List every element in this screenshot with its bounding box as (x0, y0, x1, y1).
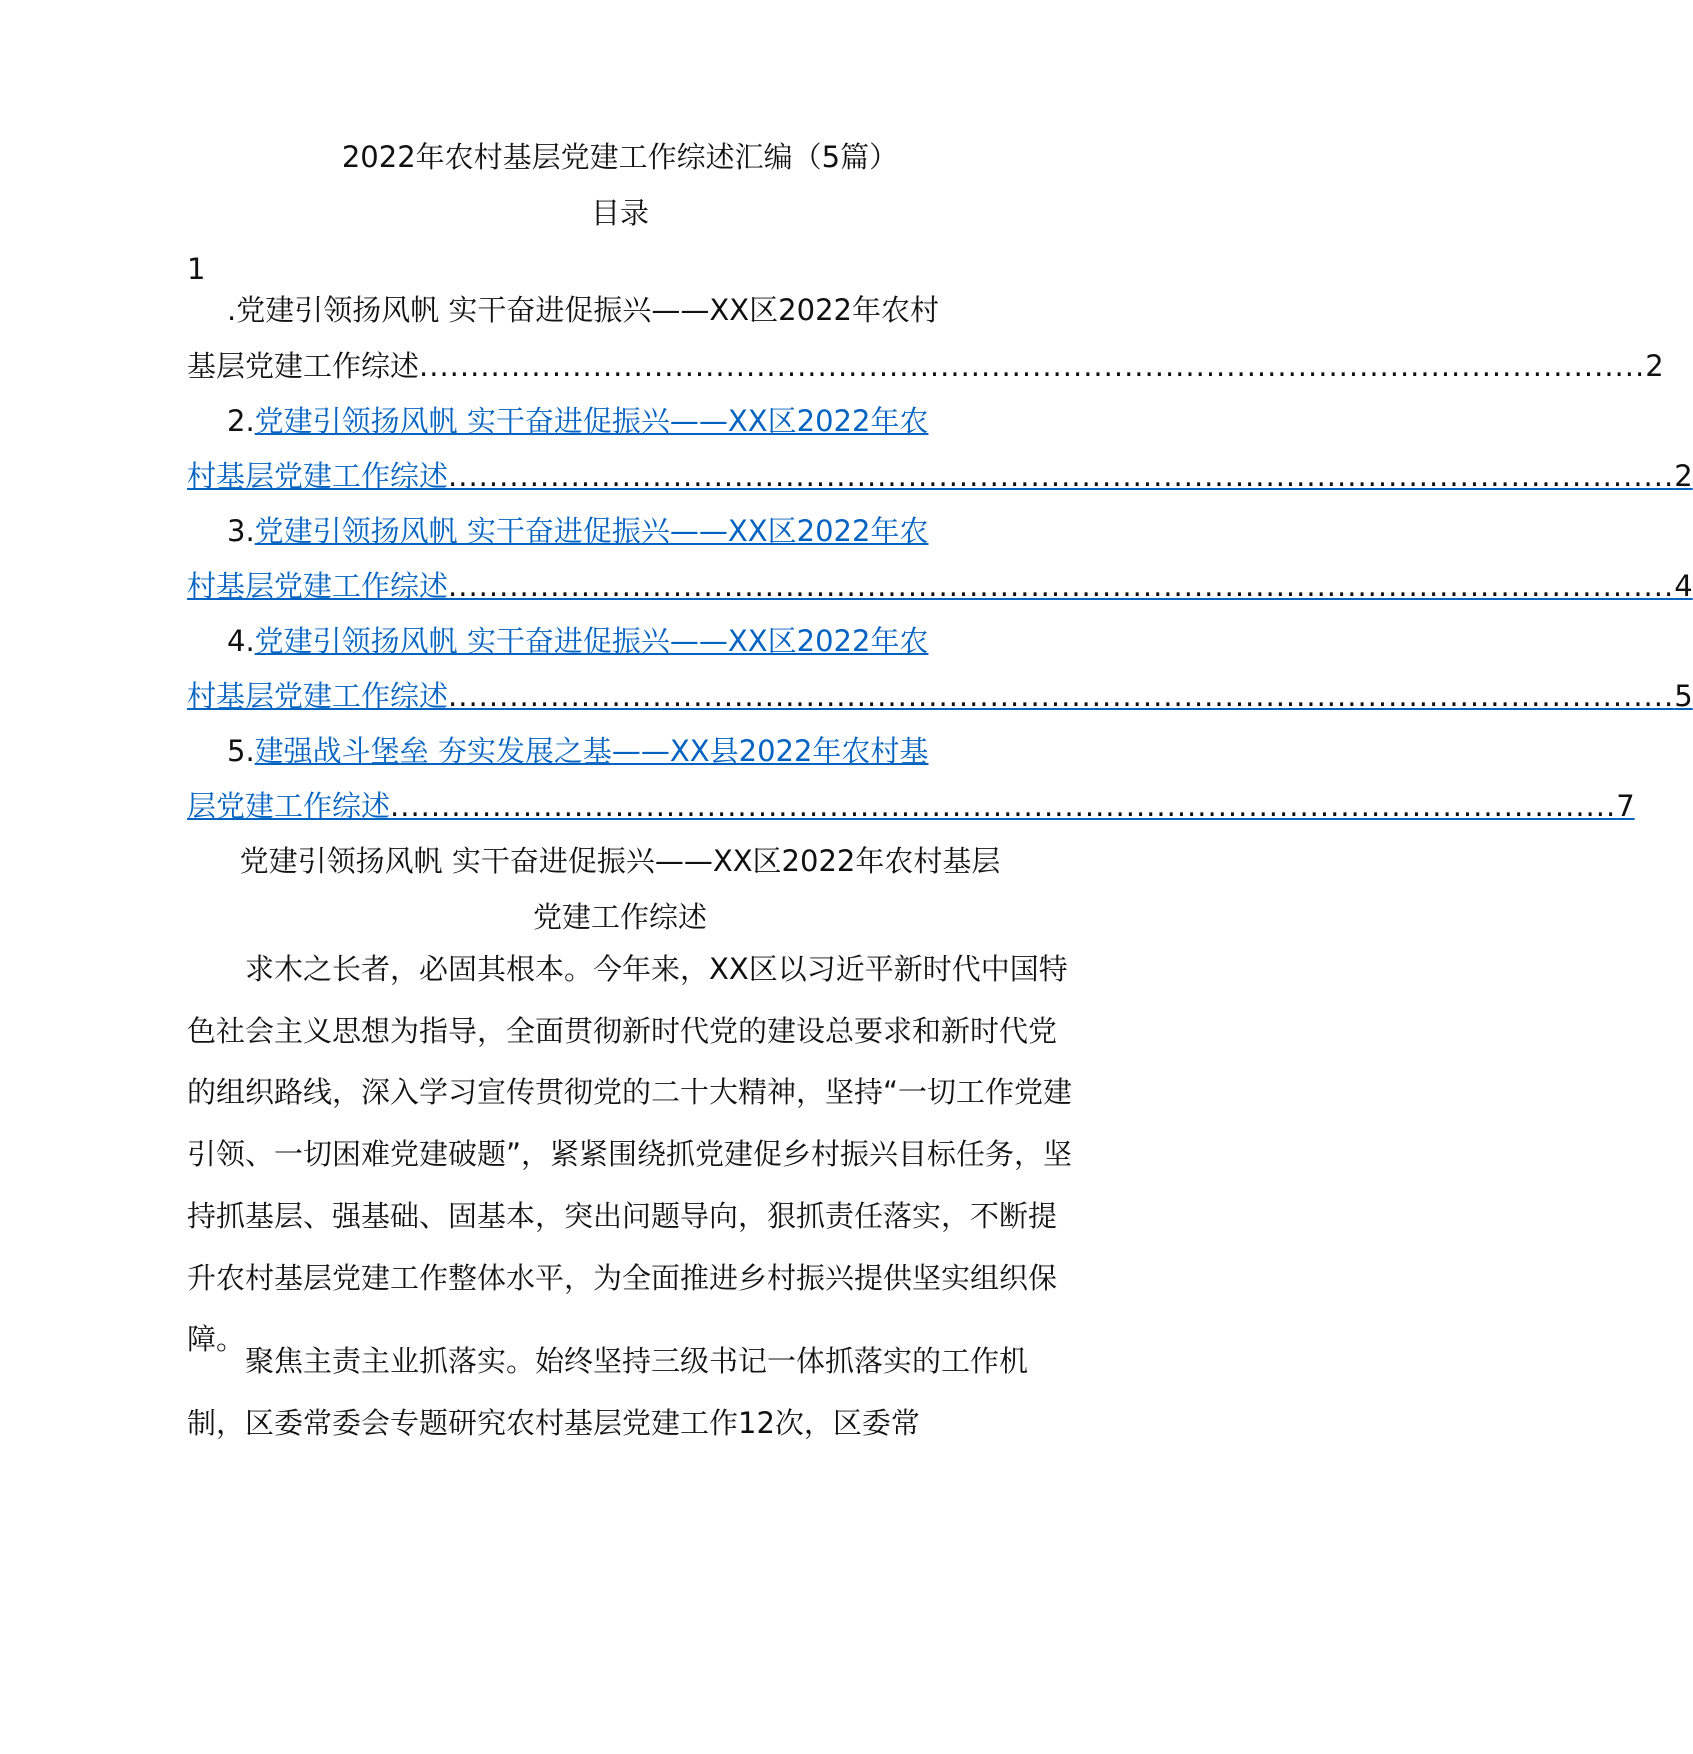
toc-entry-2[interactable] (227, 401, 928, 441)
toc-leader-dots: ........................................................................................................................ (448, 459, 1675, 493)
toc-entry-2-link[interactable]: 党建引领扬风帆 实干奋进促振兴——XX区2022年农 (254, 404, 929, 438)
toc-entry-2-number: 2. (227, 404, 255, 438)
toc-entry-3[interactable] (227, 511, 928, 551)
toc-leader-dots: ........................................................................................................................ (448, 679, 1675, 713)
toc-entry-2-title-cont: 村基层党建工作综述 (187, 459, 449, 493)
toc-leader-dots: ........................................................................................................................ (419, 349, 1646, 383)
toc-entry-3-title-cont: 村基层党建工作综述 (187, 569, 449, 603)
article-paragraph-2: 聚焦主责主业抓落实。始终坚持三级书记一体抓落实的工作机制，区委常委会专题研究农村基层党建工作12次，区委常 (187, 1344, 1029, 1440)
toc-entry-5-row[interactable] (187, 786, 1635, 826)
toc-entry-1-title[interactable]: .党建引领扬风帆 实干奋进促振兴——XX区2022年农村 (227, 293, 939, 327)
toc-entry-3-number: 3. (227, 514, 255, 548)
toc-entry-3-page: 4 (1674, 569, 1693, 603)
article-title-line2: 党建工作综述 (532, 900, 707, 934)
toc-entry-2-page: 2 (1674, 459, 1693, 493)
toc-entry-1-page: 2 (1645, 349, 1664, 383)
toc-leader-dots: ........................................................................................................................ (390, 789, 1617, 823)
toc-entry-1-row[interactable] (187, 346, 1664, 386)
toc-leader-dots: ........................................................................................................................ (448, 569, 1675, 603)
toc-entry-4-title-cont: 村基层党建工作综述 (187, 679, 449, 713)
toc-entry-3-row[interactable] (187, 566, 1693, 606)
toc-entry-4-number: 4. (227, 624, 255, 658)
toc-entry-1-number: 1 (187, 252, 206, 286)
article-title-line1: 党建引领扬风帆 实干奋进促振兴——XX区2022年农村基层 (239, 844, 1001, 878)
toc-entry-4-link[interactable]: 党建引领扬风帆 实干奋进促振兴——XX区2022年农 (254, 624, 929, 658)
toc-entry-5-title-cont: 层党建工作综述 (187, 789, 391, 823)
toc-entry-5-link[interactable]: 建强战斗堡垒 夯实发展之基——XX县2022年农村基 (254, 734, 929, 768)
toc-entry-4-row[interactable] (187, 676, 1693, 716)
toc-entry-5-number: 5. (227, 734, 255, 768)
toc-entry-1-title-cont: 基层党建工作综述 (187, 349, 420, 383)
toc-entry-4[interactable] (227, 621, 928, 661)
toc-heading: 目录 (590, 196, 649, 230)
toc-entry-5[interactable] (227, 731, 928, 771)
toc-entry-3-link[interactable]: 党建引领扬风帆 实干奋进促振兴——XX区2022年农 (254, 514, 929, 548)
toc-entry-2-row[interactable] (187, 456, 1693, 496)
article-paragraph-1: 求木之长者，必固其根本。今年来，XX区以习近平新时代中国特色社会主义思想为指导，全面贯彻新时代党的建设总要求和新时代党的组织路线，深入学习宣传贯彻党的二十大精神，坚持“一切工作党建引领、一切困难党建破题”，紧紧围绕抓党建促乡村振兴目标任务，坚持抓基层、强基础、固基本，突出问题导向，狠抓责任落实，不断提升农村基层党建工作整体水平，为全面推进乡村振兴提供坚实组织保障。 (187, 952, 1073, 1357)
document-title: 2022年农村基层党建工作综述汇编（5篇） (341, 140, 899, 174)
toc-entry-5-page: 7 (1616, 789, 1635, 823)
toc-entry-4-page: 5 (1674, 679, 1693, 713)
